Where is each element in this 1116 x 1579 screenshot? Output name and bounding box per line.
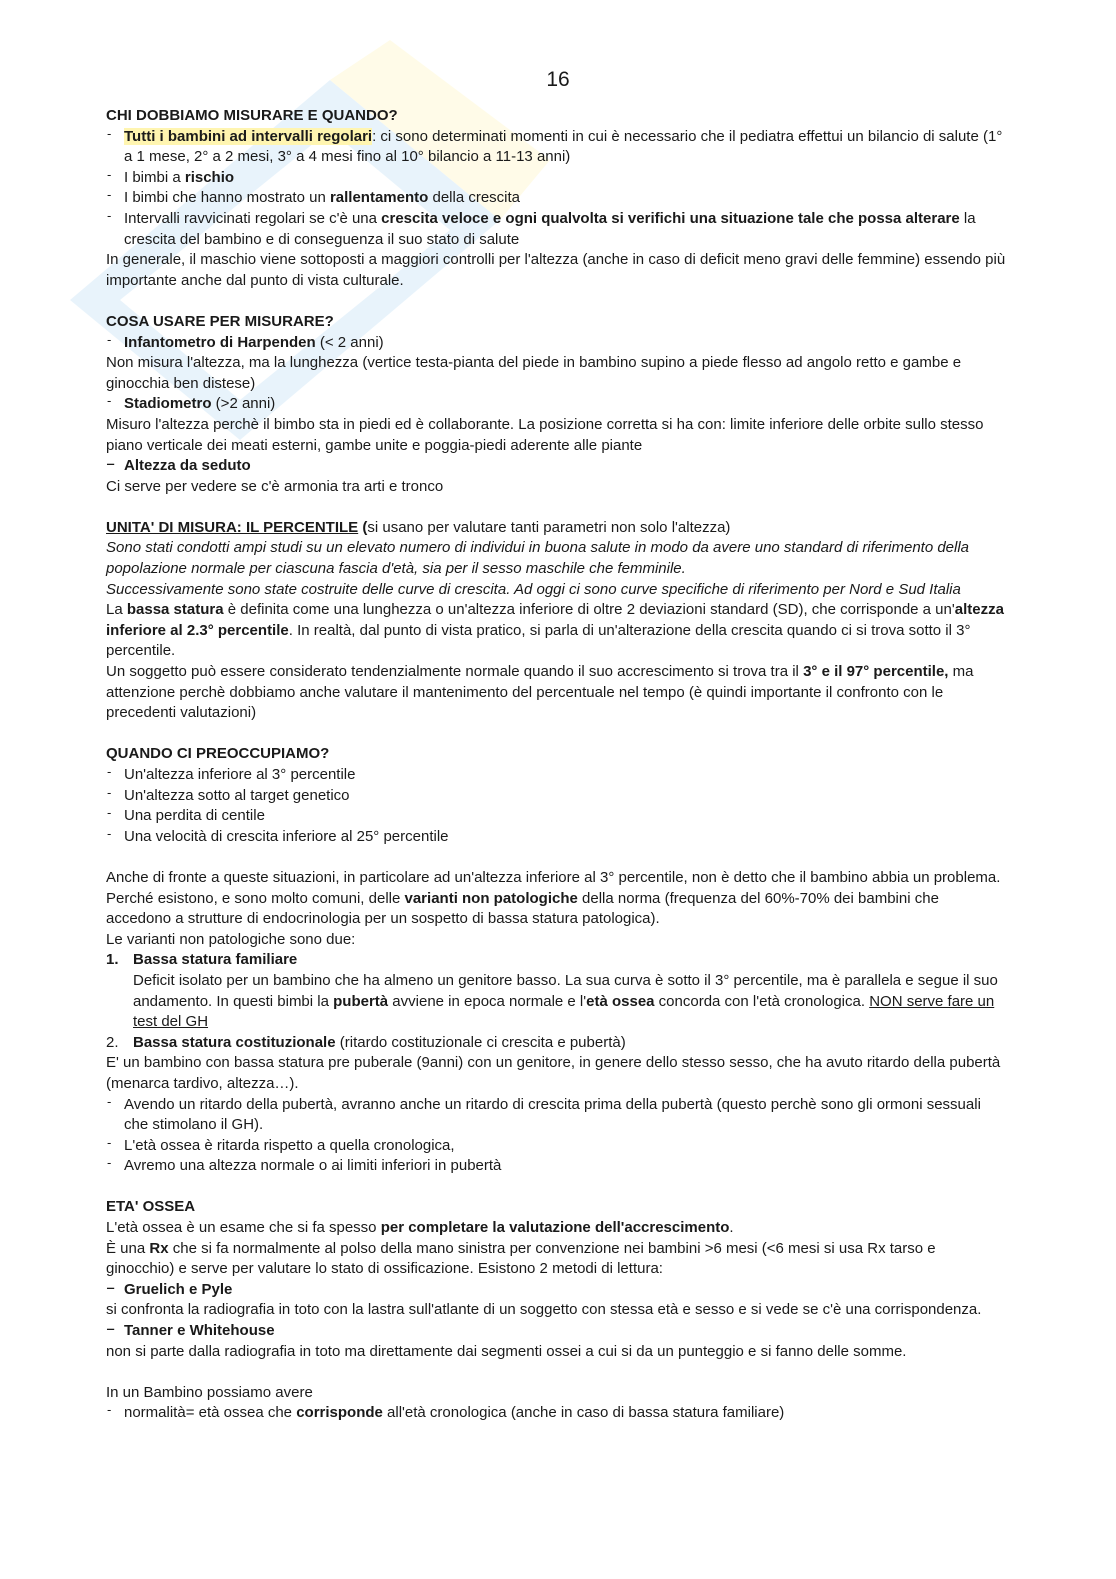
paragraph: In un Bambino possiamo avere xyxy=(106,1383,313,1401)
paragraph: In generale, il maschio viene sottoposti a maggiori controlli per l'altezza (anche in caso di deficit meno gravi delle femmine) essendo più importante anche dal punto di vista culturale. xyxy=(106,251,1006,289)
section-percentile xyxy=(106,518,1006,724)
paragraph: Non misura l'altezza, ma la lunghezza (vertice testa-pianta del piede in bambino supino a piede flesso ad angolo retto e gambe e ginocchia ben distese) xyxy=(106,354,962,392)
paragraph: non si parte dalla radiografia in toto ma direttamente dai segmenti ossei a cui si da un punteggio e si fanno delle somme. xyxy=(106,1342,907,1360)
list-item: ‐ Una perdita di centile xyxy=(106,806,1006,827)
list-item: ‐ normalità= età ossea che corrisponde all'età cronologica (anche in caso di bassa statura familiare) xyxy=(106,1403,1006,1424)
list-item: ‐ Un'altezza inferiore al 3° percentile xyxy=(106,765,1006,786)
bullet-list xyxy=(106,1280,1006,1301)
paragraph: È una Rx che si fa normalmente al polso della mano sinistra per convenzione nei bambini >6 mesi (<6 mesi si usa Rx tarso e ginocchio) e serve per valutare lo stato di ossificazione. Esistono 2 metodi di lettura: xyxy=(106,1239,936,1278)
paragraph: Ci serve per vedere se c'è armonia tra arti e tronco xyxy=(106,477,444,495)
section-title: QUANDO CI PREOCCUPIAMO? xyxy=(106,745,330,763)
section-eta-ossea xyxy=(106,1197,1006,1424)
section-title: COSA USARE PER MISURARE? xyxy=(106,312,334,330)
section-cosa-usare xyxy=(106,312,1006,497)
section-title: ETA' OSSEA xyxy=(106,1198,196,1216)
list-item: ‐ Tutti i bambini ad intervalli regolari: ci sono determinati momenti in cui è necessario che il pediatra effettui un bilancio di salute (1° a 1 mese, 2° a 2 mesi, 3° a 4 mesi fino al 10° bilancio a 11-13 anni) xyxy=(106,127,1006,168)
list-item: ‐ I bimbi che hanno mostrato un rallentamento della crescita xyxy=(106,188,1006,209)
paragraph: L'età ossea è un esame che si fa spesso per completare la valutazione dell'accrescimento. xyxy=(106,1219,734,1237)
paragraph: si confronta la radiografia in toto con la lastra sull'atlante di un soggetto con stessa età e sesso e si vede se c'è una corrispondenza. xyxy=(106,1301,982,1319)
paragraph: La bassa statura è definita come una lunghezza o un'altezza inferiore di oltre 2 deviazioni standard (SD), che corrisponde a un'altezza inferiore al 2.3° percentile. In realtà, dal punto di vista pratico, si parla di un'alterazione della crescita quando ci si trova sotto il 3° percentile. xyxy=(106,601,1004,660)
bullet-list xyxy=(106,1321,1006,1342)
list-item: ‐ I bimbi a rischio xyxy=(106,168,1006,189)
bullet-list xyxy=(106,1403,1006,1424)
list-item: ‐ Infantometro di Harpenden (< 2 anni) xyxy=(106,333,1006,354)
paragraph: Deficit isolato per un bambino che ha almeno un genitore basso. La sua curva è sotto il 3° percentile, ma è parallela e segue il suo andamento. In questi bimbi la pubertà avviene in epoca normale e l'età ossea concorda con l'età cronologica. NON serve fare un test del GH xyxy=(133,971,998,1031)
section-chi-misurare xyxy=(106,106,1006,291)
numbered-list xyxy=(106,950,1006,971)
bullet-list xyxy=(106,394,1006,415)
paragraph: Misuro l'altezza perchè il bimbo sta in piedi ed è collaborante. La posizione corretta si ha con: limite inferiore delle orbite sullo stesso piano verticale dei meati esterni, gambe unite e poggia-piedi aderente alle piante xyxy=(106,415,984,454)
list-item: ‐ L'età ossea è ritarda rispetto a quella cronologica, xyxy=(106,1136,1006,1157)
list-item: 2. Bassa statura costituzionale (ritardo costituzionale ci crescita e pubertà) xyxy=(106,1033,626,1051)
section-title: CHI DOBBIAMO MISURARE E QUANDO? xyxy=(106,107,398,124)
paragraph: Anche di fronte a queste situazioni, in particolare ad un'altezza inferiore al 3° percentile, non è detto che il bambino abbia un problema. Perché esistono, e sono molto comuni, delle varianti non patologiche della norma (frequenza del 60%-70% dei bambini che accedono a strutture di endocrinologia per un sospetto di bassa statura patologica). xyxy=(106,868,1001,928)
paragraph: Sono stati condotti ampi studi su un elevato numero di individui in buona salute in modo da avere uno standard di riferimento della popolazione normale per ciascuna fascia d'età, sia per il sesso maschile che femminile. xyxy=(106,539,970,578)
bullet-list xyxy=(106,127,1006,251)
bullet-list xyxy=(106,456,1006,477)
bullet-list xyxy=(106,765,1006,847)
list-item: ‐ Un'altezza sotto al target genetico xyxy=(106,786,1006,807)
bullet-list xyxy=(106,1095,1006,1177)
list-item: ‒ Gruelich e Pyle xyxy=(106,1280,1006,1301)
paragraph: Un soggetto può essere considerato tendenzialmente normale quando il suo accrescimento si trova tra il 3° e il 97° percentile, ma attenzione perchè dobbiamo anche valutare il mantenimento del percentuale nel tempo (è quindi importante il confronto con le precedenti valutazioni) xyxy=(106,663,974,722)
list-item: ‐ Stadiometro (>2 anni) xyxy=(106,394,1006,415)
paragraph: E' un bambino con bassa statura pre puberale (9anni) con un genitore, in genere dello stesso sesso, che ha avuto ritardo della pubertà (menarca tardivo, altezza…). xyxy=(106,1054,1001,1092)
page-content xyxy=(106,106,1006,1424)
list-item: ‐ Avendo un ritardo della pubertà, avranno anche un ritardo di crescita prima della pubertà (questo perchè sono gli ormoni sessuali che stimolano il GH). xyxy=(106,1095,1006,1136)
numbered-list xyxy=(106,1033,1006,1054)
section-preoccupiamo xyxy=(106,744,1006,1176)
section-title: UNITA' DI MISURA: IL PERCENTILE (si usano per valutare tanti parametri non solo l'altezza) xyxy=(106,518,731,536)
list-item: ‒ Tanner e Whitehouse xyxy=(106,1321,1006,1342)
list-item: ‐ Una velocità di crescita inferiore al 25° percentile xyxy=(106,827,1006,848)
list-item: 1. Bassa statura familiare xyxy=(106,951,298,969)
list-item: ‐ Intervalli ravvicinati regolari se c'è una crescita veloce e ogni qualvolta si verifichi una situazione tale che possa alterare la crescita del bambino e di conseguenza il suo stato di salute xyxy=(106,209,1006,250)
list-item: ‒ Altezza da seduto xyxy=(106,456,1006,477)
page-number: 16 xyxy=(546,68,570,91)
list-item: ‐ Avremo una altezza normale o ai limiti inferiori in pubertà xyxy=(106,1156,1006,1177)
bullet-list xyxy=(106,333,1006,354)
paragraph: Le varianti non patologiche sono due: xyxy=(106,930,356,948)
paragraph: Successivamente sono state costruite delle curve di crescita. Ad oggi ci sono curve specifiche di riferimento per Nord e Sud Italia xyxy=(106,580,961,598)
